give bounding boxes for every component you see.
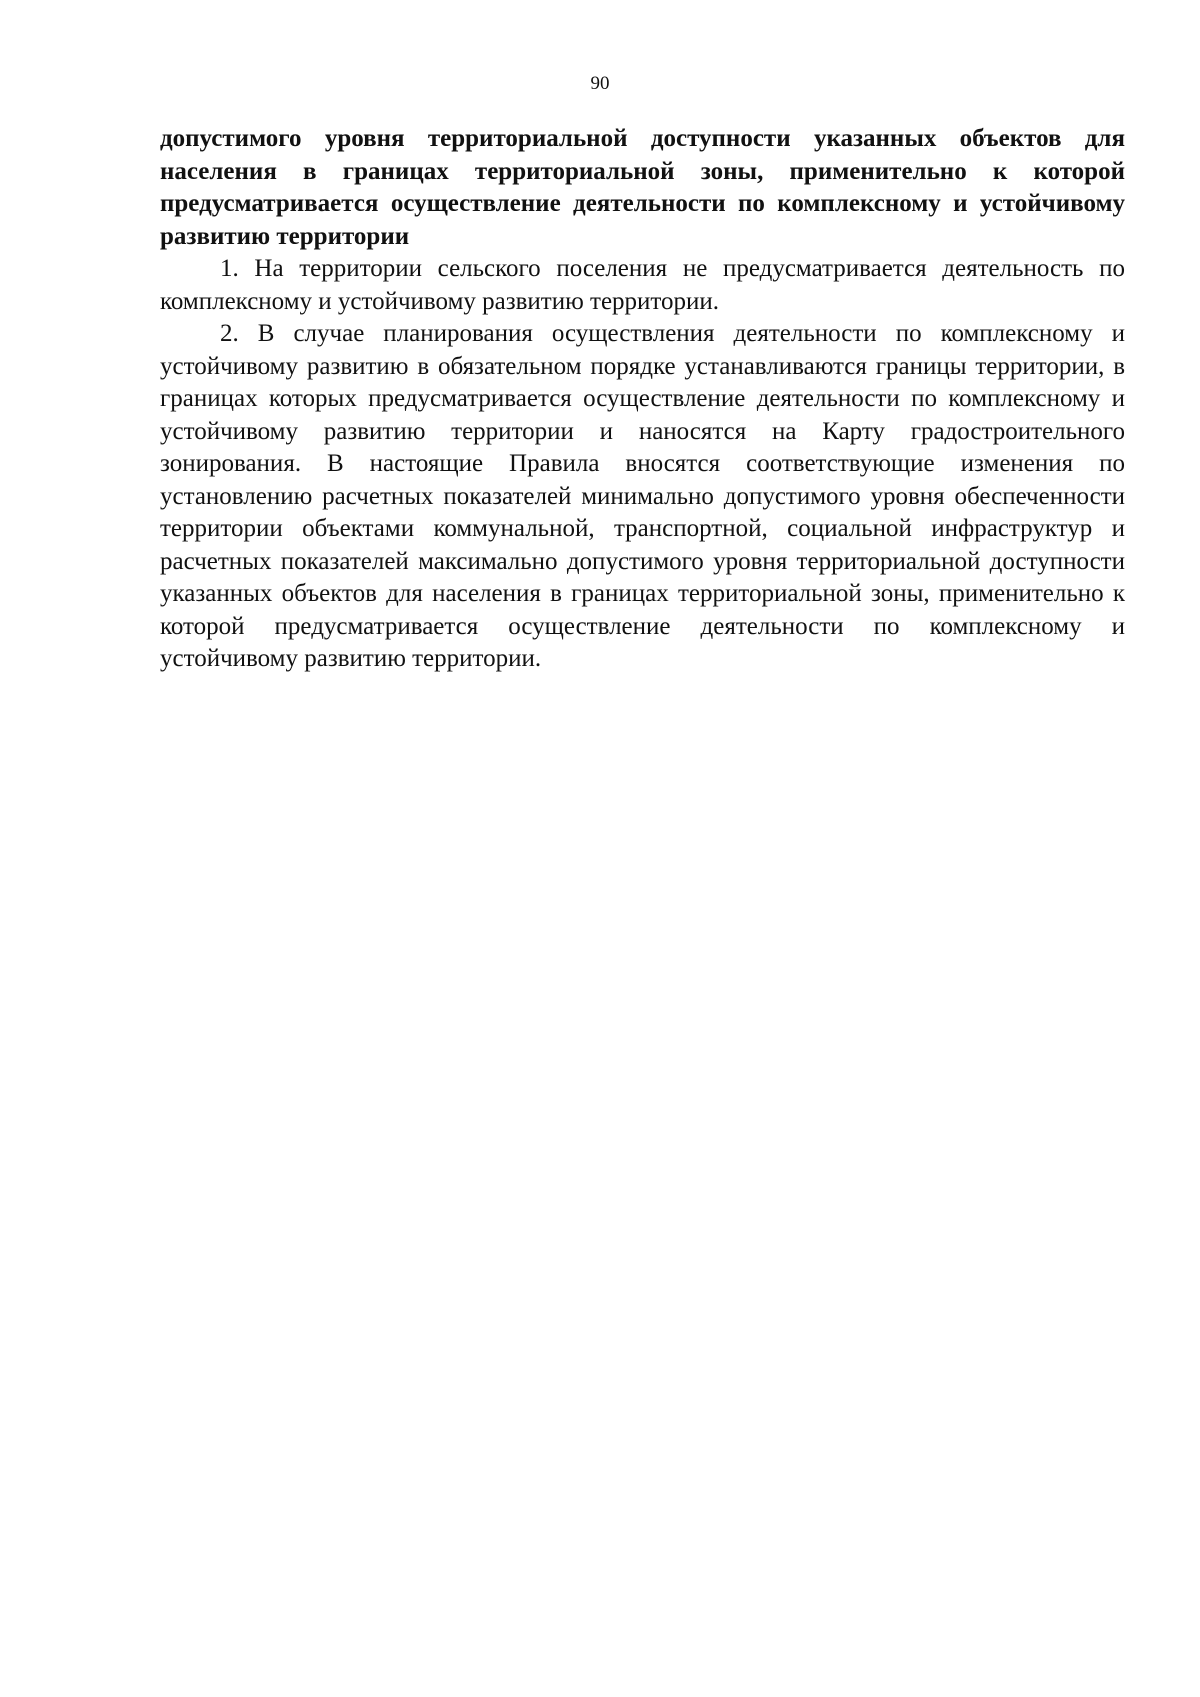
- paragraph-2: 2. В случае планирования осуществления деятельности по комплексному и устойчивому развитию в обязательном порядке устанавливаются границы территории, в границах которых предусматривается осуществление деятельности по комплексному и устойчивому развитию территории и наносятся на Карту градостроительного зонирования. В настоящие Правила вносятся соответствующие изменения по установлению расчетных показателей минимально допустимого уровня обеспеченности территории объектами коммунальной, транспортной, социальной инфраструктур и расчетных показателей максимально допустимого уровня территориальной доступности указанных объектов для населения в границах территориальной зоны, применительно к которой предусматривается осуществление деятельности по комплексному и устойчивому развитию территории.: [160, 320, 1125, 672]
- paragraph-1: 1. На территории сельского поселения не предусматривается деятельность по комплексному и устойчивому развитию территории.: [160, 255, 1125, 315]
- section-heading: допустимого уровня территориальной доступности указанных объектов для населения в границах территориальной зоны, применительно к которой предусматривается осуществление деятельности по комплексному и устойчивому развитию территории: [160, 125, 1125, 250]
- page-number: 90: [590, 73, 610, 94]
- document-body: [160, 123, 1125, 676]
